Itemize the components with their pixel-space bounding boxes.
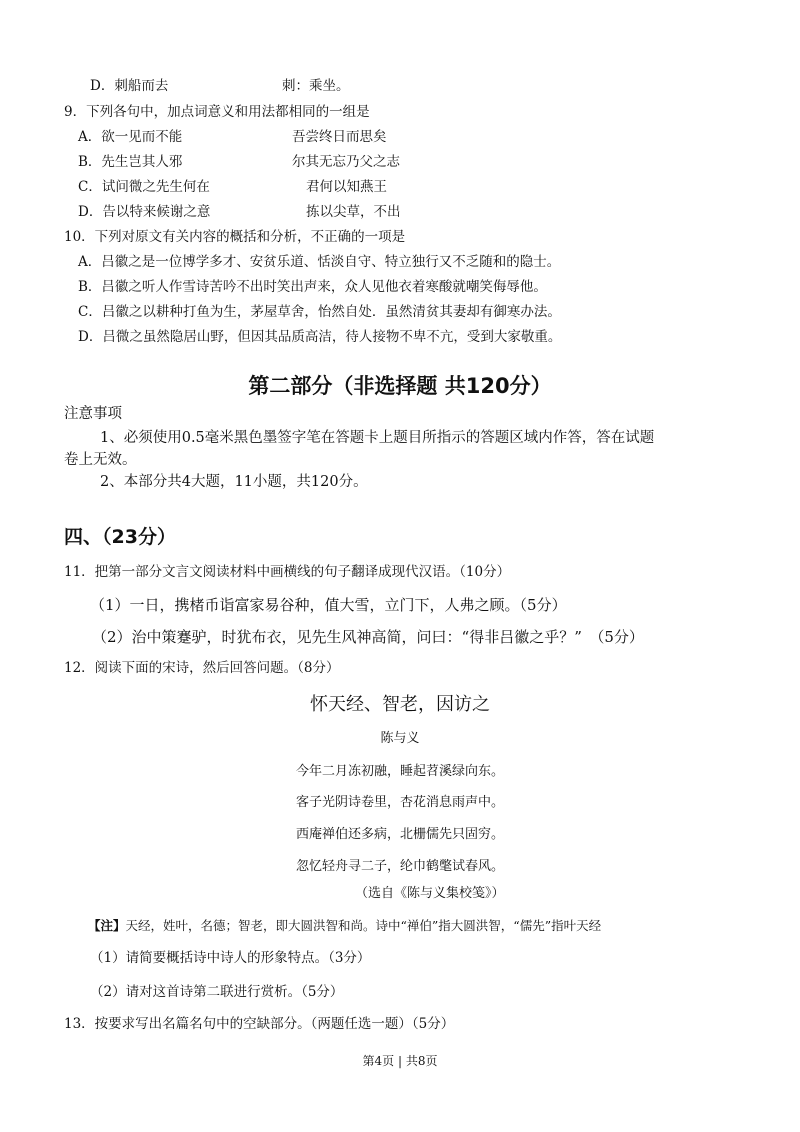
q8-option-d-gloss: 刺：乘坐。 (282, 78, 350, 94)
notice-item-2: 2、本部分共4大题，11小题，共120分。 (100, 474, 368, 490)
page-footer: 第4页 | 共8页 (362, 1054, 438, 1068)
q9-option-d-right: 拣以尖草，不出 (306, 204, 401, 220)
q9-option-a-right: 吾尝终日而思矣 (292, 129, 387, 145)
poem-line-1: 今年二月冻初融，睡起苕溪绿向东。 (295, 764, 504, 779)
q9-option-c-right: 君何以知燕王 (306, 179, 387, 195)
note-tag: 【注】 (88, 918, 126, 933)
notice-title: 注意事项 (64, 406, 122, 422)
q10-option-a: A．吕徽之是一位博学多才、安贫乐道、恬淡自守、特立独行又不乏随和的隐士。 (78, 254, 561, 270)
q10-option-b: B．吕徽之听人作雪诗苦吟不出时笑出声来，众人见他衣着寒酸就嘲笑侮辱他。 (78, 279, 547, 295)
poem-title: 怀天经、智老，因访之 (310, 694, 490, 715)
q10-stem: 10．下列对原文有关内容的概括和分析，不正确的一项是 (64, 229, 406, 245)
q10-option-d: D．吕微之虽然隐居山野，但因其品质高洁，待人接物不卑不亢，受到大家敬重。 (78, 329, 562, 345)
q9-option-a-left: A．欲一见而不能 (78, 129, 183, 145)
q10-option-c: C．吕徽之以耕种打鱼为生，茅屋草舍，怡然自处．虽然清贫其妻却有御寒办法。 (78, 304, 561, 320)
poem-line-2: 客子光阴诗卷里，杏花消息雨声中。 (295, 795, 504, 810)
poem-line-4: 忽忆轻舟寻二子，纶巾鹤氅试春风。 (295, 859, 504, 874)
q9-option-d-left: D．告以特来候谢之意 (78, 204, 211, 220)
notice-item-1: 1、必须使用0.5毫米黑色墨签字笔在答题卡上题目所指示的答题区域内作答，答在试题 (100, 430, 655, 446)
q12-sub-1: （1）请简要概括诗中诗人的形象特点。（3分） (90, 950, 371, 966)
q12-stem: 12．阅读下面的宋诗，然后回答问题。（8分） (64, 660, 340, 676)
part2-title: 第二部分（非选择题 共120分） (248, 374, 552, 398)
q11-sentence-1: （1）一日，携楮币诣富家易谷种，值大雪，立门下，人弗之顾。（5分） (90, 596, 567, 614)
poem-author: 陈与义 (380, 731, 420, 746)
note-text: 天经，姓叶，名德；智老，即大圆洪智和尚。诗中“禅伯”指大圆洪智，“儒先”指叶天经 (125, 918, 602, 933)
poem-line-3: 西庵禅伯还多病，北栅儒先只固穷。 (295, 827, 504, 842)
q12-sub-2: （2）请对这首诗第二联进行赏析。（5分） (90, 984, 344, 1000)
q9-option-b-left: B．先生岂其人邪 (78, 154, 183, 170)
poem-source: （选自《陈与义集校笺》） (355, 886, 505, 901)
q9-stem: 9．下列各句中，加点词意义和用法都相同的一组是 (64, 104, 370, 120)
section4-title: 四、（23分） (64, 526, 176, 548)
q8-option-d: D．刺船而去 (90, 78, 169, 94)
q11-sentence-2: （2）治中策蹇驴，时犹布衣，见先生风神高简，问曰：“得非吕徽之乎？” （5分） (92, 628, 644, 646)
q11-stem: 11．把第一部分文言文阅读材料中画横线的句子翻译成现代汉语。（10分） (64, 564, 511, 580)
q9-option-c-left: C．试问微之先生何在 (78, 179, 210, 195)
q13-stem: 13．按要求写出名篇名句中的空缺部分。（两题任选一题）（5分） (64, 1016, 455, 1032)
q9-option-b-right: 尔其无忘乃父之志 (292, 154, 400, 170)
notice-item-1-cont: 卷上无效。 (64, 452, 137, 468)
poem-note (88, 918, 601, 933)
